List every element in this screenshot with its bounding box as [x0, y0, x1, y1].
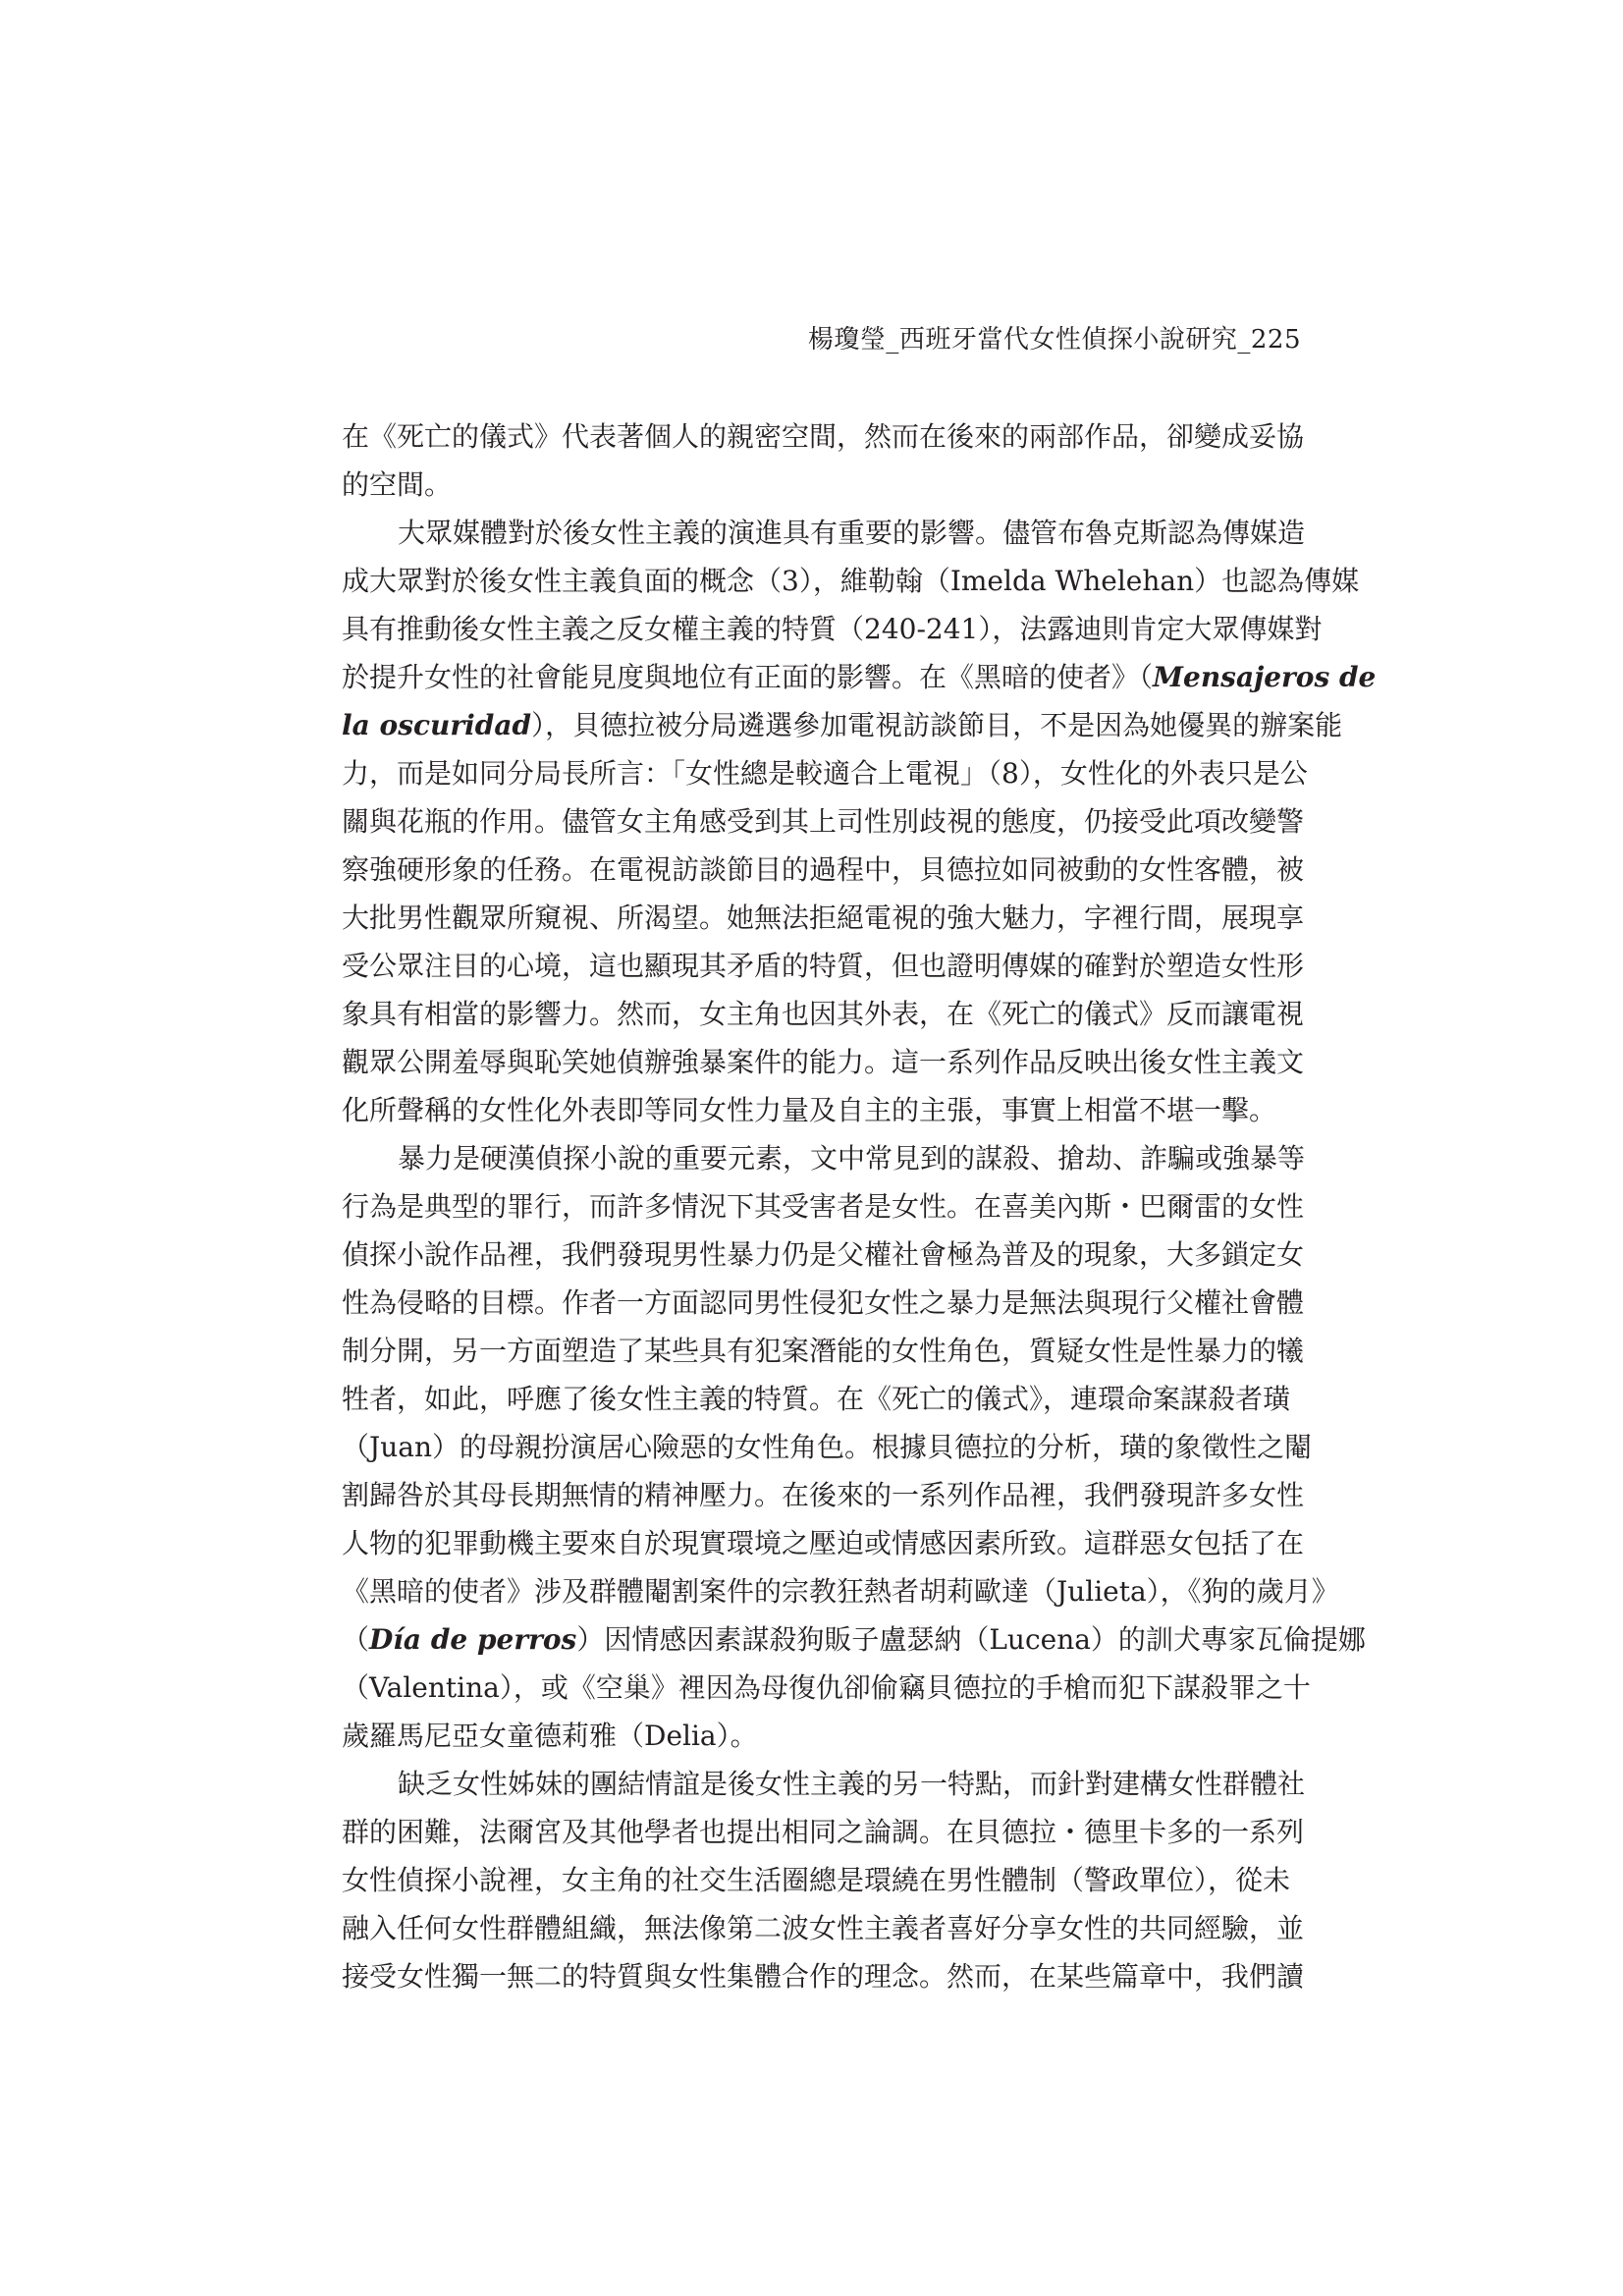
text-line: 行為是典型的罪行，而許多情況下其受害者是女性。在喜美內斯・巴爾雷的女性	[342, 1190, 1305, 1223]
text-line	[342, 653, 1377, 701]
running-header: 楊瓊瑩_西班牙當代女性偵探小說研究_225	[807, 325, 1301, 355]
text-line: （Valentina），或《空巢》裡因為母復仇卻偷竊貝德拉的手槍而犯下謀殺罪之十	[342, 1671, 1311, 1704]
text-line: 象具有相當的影響力。然而，女主角也因其外表，在《死亡的儀式》反而讓電視	[342, 998, 1305, 1030]
italic-title: Mensajeros de	[1153, 661, 1377, 693]
paragraph-3	[342, 1134, 1366, 1760]
text-line	[342, 701, 1343, 749]
paragraph-4	[342, 1760, 1306, 2000]
text-line: 制分開，另一方面塑造了某些具有犯案潛能的女性角色，質疑女性是性暴力的犧	[342, 1335, 1305, 1367]
text-line: 群的困難，法爾宮及其他學者也提出相同之論調。在貝德拉・德里卡多的一系列	[342, 1816, 1305, 1848]
text-line: 女性偵探小說裡，女主角的社交生活圈總是環繞在男性體制（警政單位），從未	[342, 1864, 1291, 1896]
text-line: 歲羅馬尼亞女童德莉雅（Delia）。	[342, 1720, 758, 1752]
text-line: 性為侵略的目標。作者一方面認同男性侵犯女性之暴力是無法與現行父權社會體	[342, 1286, 1305, 1319]
text-segment: ）因情感因素謀殺狗販子盧瑟納（Lucena）的訓犬專家瓦倫提娜	[576, 1623, 1366, 1656]
text-line	[342, 1615, 1366, 1664]
body-text	[342, 412, 1377, 2000]
text-line: 的空間。	[342, 468, 453, 501]
text-line: 偵探小說作品裡，我們發現男性暴力仍是父權社會極為普及的現象，大多鎖定女	[342, 1238, 1305, 1271]
text-line: 《黑暗的使者》涉及群體閹割案件的宗教狂熱者胡莉歐達（Julieta），《狗的歲月》	[342, 1575, 1339, 1608]
text-line: 融入任何女性群體組織，無法像第二波女性主義者喜好分享女性的共同經驗，並	[342, 1912, 1305, 1944]
text-line: 牲者，如此，呼應了後女性主義的特質。在《死亡的儀式》，連環命案謀殺者璜	[342, 1383, 1291, 1415]
paragraph-2	[342, 509, 1377, 1134]
text-line: 化所聲稱的女性化外表即等同女性力量及自主的主張，事實上相當不堪一擊。	[342, 1094, 1277, 1126]
text-line: 成大眾對於後女性主義負面的概念（3），維勒翰（Imelda Whelehan）也認為傳媒	[342, 565, 1360, 597]
text-line: 割歸咎於其母長期無情的精神壓力。在後來的一系列作品裡，我們發現許多女性	[342, 1479, 1305, 1511]
paragraph-1	[342, 412, 1305, 509]
text-line: 在《死亡的儀式》代表著個人的親密空間，然而在後來的兩部作品，卻變成妥協	[342, 420, 1305, 453]
italic-title: Día de perros	[369, 1623, 577, 1656]
text-segment: （	[342, 1623, 370, 1656]
text-line: 關與花瓶的作用。儘管女主角感受到其上司性別歧視的態度，仍接受此項改變警	[342, 805, 1305, 838]
text-line: 力，而是如同分局長所言：「女性總是較適合上電視」（8），女性化的外表只是公	[342, 757, 1308, 790]
text-line: 具有推動後女性主義之反女權主義的特質（240-241），法露迪則肯定大眾傳媒對	[342, 613, 1323, 645]
text-segment: ），貝德拉被分局遴選參加電視訪談節目，不是因為她優異的辦案能	[531, 709, 1343, 741]
text-segment: 於提升女性的社會能見度與地位有正面的影響。在《黑暗的使者》（	[342, 661, 1154, 693]
text-line: 接受女性獨一無二的特質與女性集體合作的理念。然而，在某些篇章中，我們讀	[342, 1960, 1305, 1993]
text-line: 察強硬形象的任務。在電視訪談節目的過程中，貝德拉如同被動的女性客體，被	[342, 853, 1305, 886]
text-line: 觀眾公開羞辱與恥笑她偵辦強暴案件的能力。這一系列作品反映出後女性主義文	[342, 1046, 1305, 1078]
text-line: 人物的犯罪動機主要來自於現實環境之壓迫或情感因素所致。這群惡女包括了在	[342, 1527, 1305, 1559]
text-line: 大眾媒體對於後女性主義的演進具有重要的影響。儘管布魯克斯認為傳媒造	[398, 517, 1306, 549]
text-line: 受公眾注目的心境，這也顯現其矛盾的特質，但也證明傳媒的確對於塑造女性形	[342, 950, 1305, 982]
text-line: （Juan）的母親扮演居心險惡的女性角色。根據貝德拉的分析，璜的象徵性之閹	[342, 1431, 1312, 1463]
text-line: 缺乏女性姊妹的團結情誼是後女性主義的另一特點，而針對建構女性群體社	[398, 1768, 1306, 1800]
italic-title: la oscuridad	[342, 709, 532, 741]
text-line: 大批男性觀眾所窺視、所渴望。她無法拒絕電視的強大魅力，字裡行間，展現享	[342, 902, 1305, 934]
text-line: 暴力是硬漢偵探小說的重要元素，文中常見到的謀殺、搶劫、詐騙或強暴等	[398, 1142, 1306, 1175]
